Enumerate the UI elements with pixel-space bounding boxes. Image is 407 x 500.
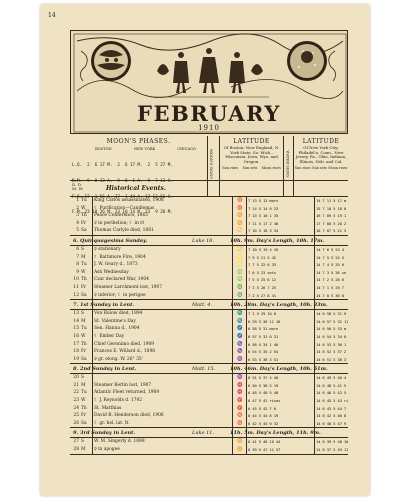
calendar-day-row xyxy=(70,438,348,446)
day-of-week: Fr xyxy=(81,413,87,419)
sun-moon-times-right: 14 6 57 5 32 11 xyxy=(316,318,348,324)
historical-event: St. Valentine's Day xyxy=(94,318,136,324)
historical-event: Steamer Berlin lost, 1907 xyxy=(94,382,152,388)
calendar-day-row xyxy=(70,276,348,284)
day-of-month: 24 xyxy=(73,405,79,411)
water-signs-label: WATER SIGNS xyxy=(285,150,290,178)
day-of-week: Sa xyxy=(81,228,87,234)
zodiac-sign-icon: ♒ xyxy=(237,375,243,381)
sunday-reading: Luke 18. xyxy=(192,237,215,244)
sun-moon-times-right: 14 6 42 5 46 8 xyxy=(316,413,346,419)
sun-moon-times-right: 14 7 11 5 17 m xyxy=(316,198,346,203)
sun-moon-times-left: 6 45 5 42 7 6 xyxy=(248,405,276,411)
year-label: 1910 xyxy=(198,124,220,132)
day-length: 10h. 9m. Day's Length, 10h. 17m. xyxy=(230,237,325,244)
day-of-month: 18 xyxy=(73,349,79,355)
day-of-month: 9 xyxy=(76,269,79,275)
day-of-month: 27 xyxy=(73,439,79,445)
day-of-week: W xyxy=(81,398,86,404)
sun-moon-times-right: 14 6 51 5 38 3 xyxy=(316,356,346,362)
historical-event: W. M. Singerly d. 1898 xyxy=(94,439,145,445)
sun-moon-times-left: 7 1 5 29 10 0 xyxy=(248,311,276,317)
day-of-week: S xyxy=(81,439,85,445)
day-of-week: W xyxy=(81,333,86,339)
calendar-day-row xyxy=(70,325,348,333)
zodiac-sign-icon: ♉ xyxy=(237,413,243,419)
zodiac-sign-icon: ♑ xyxy=(237,341,243,347)
day-of-week: Fr xyxy=(81,284,87,290)
zodiac-sign-icon: ♊ xyxy=(237,447,243,453)
zodiac-sign-icon: ♊ xyxy=(237,220,243,226)
calendar-day-row xyxy=(70,246,348,254)
sun-moon-times-right: 18 7 07 5 21 3 xyxy=(316,228,346,234)
day-of-week: Th xyxy=(81,277,87,283)
sun-moon-times-left: 6 53 5 36 3 51 xyxy=(248,356,278,362)
city-new-york: NEW YORK xyxy=(133,147,156,151)
subhead-sun-sets: Sun sets xyxy=(312,166,327,171)
day-of-week: Tu xyxy=(81,390,87,396)
sunday-heading-row xyxy=(70,363,348,374)
sun-moon-times-right: 17 7 08 5 20 2 xyxy=(316,220,346,226)
day-of-month: 17 xyxy=(73,341,79,347)
day-of-month: 14 xyxy=(73,318,79,324)
sun-moon-times-left: 6 54 5 35 2 54 xyxy=(248,349,278,355)
calendar-day-row xyxy=(70,420,348,428)
page-number: 14 xyxy=(48,12,56,19)
sun-moon-times-right: 14 6 58 5 31 9 xyxy=(316,311,346,317)
zodiac-sign-icon: ♋ xyxy=(237,228,243,234)
phase-row: L.Q. 2 6 17 M. 2 6 17 M. 2 5 27 M. xyxy=(72,162,173,168)
day-of-month: 22 xyxy=(73,390,79,396)
sun-moon-times-left: 6 51 5 37 4 40 xyxy=(248,375,278,381)
day-of-month: 19 xyxy=(73,356,79,362)
latitude-left-subheads xyxy=(220,167,283,171)
sun-moon-times-right: 14 6 40 5 47 9 xyxy=(316,420,346,426)
sun-moon-times-right: 14 6 45 5 43 ri xyxy=(316,398,348,404)
sun-moon-times-left: 6 41 5 46 10 44 xyxy=(248,439,281,445)
day-of-month: 11 xyxy=(73,284,79,290)
historical-event: Steamer Larchmont lost, 1907 xyxy=(94,284,162,290)
sun-moon-times-left: 7 3 5 26 7 25 xyxy=(248,284,276,290)
sunday-name: 7. 1st Sunday in Lent. xyxy=(73,302,135,309)
sun-moon-times-left: 6 56 5 34 1 46 xyxy=(248,341,278,347)
day-of-month: 8 xyxy=(76,262,79,268)
day-of-week: Tu xyxy=(81,262,87,268)
day-of-week: Th xyxy=(81,213,87,219)
sun-moon-times-left: 6 50 5 38 5 19 xyxy=(248,382,278,388)
historical-event: ☾ Purification—Candlemas xyxy=(94,205,155,211)
calendar-day-row xyxy=(70,405,348,413)
subhead-moon-rises: Moon rises xyxy=(261,166,281,171)
historical-event: Chief Geronimo died, 1909 xyxy=(94,341,155,347)
calendar-day-row xyxy=(70,292,348,300)
sun-moon-times-right: 16 7 09 5 19 1 xyxy=(316,213,346,219)
day-length: 10h. 28m. Day's Length, 10h. 33m. xyxy=(230,302,328,309)
historical-event: Peace Conference, 1865 xyxy=(94,213,149,219)
calendar-day-row xyxy=(70,205,348,213)
zodiac-sign-icon: ♉ xyxy=(237,198,243,203)
zodiac-sign-icon: ♏ xyxy=(237,311,243,317)
day-of-month: 26 xyxy=(73,420,79,426)
zodiac-sign-icon: ♍ xyxy=(237,277,243,283)
latitude-right-subheads xyxy=(294,167,348,171)
sun-moon-times-right: 14 6 53 5 36 1 xyxy=(316,341,346,347)
sun-moon-times-left: 7 13 5 13 morn xyxy=(248,198,278,203)
zodiac-sign-icon: ♒ xyxy=(237,356,243,362)
table-header xyxy=(70,180,348,196)
calendar-day-row xyxy=(70,374,348,382)
sun-moon-times-left: 6 44 5 44 8 19 xyxy=(248,413,278,419)
sunday-heading-row xyxy=(70,299,348,310)
sunday-name: 9. 3rd Sunday in Lent. xyxy=(73,430,136,437)
day-of-month: 21 xyxy=(73,382,79,388)
zodiac-sign-icon: ♌ xyxy=(237,262,243,268)
calendar-day-row xyxy=(70,254,348,262)
day-of-week: S xyxy=(81,246,85,252)
sun-moon-times-left: 6 59 5 30 11 16 xyxy=(248,318,281,324)
header-historical-events: Historical Events. xyxy=(106,185,166,192)
calendar-day-row xyxy=(70,284,348,292)
historical-event: Frances E. Willard d., 1898 xyxy=(94,349,156,355)
historical-event: ☿ gr. elong. W. 26° 35' xyxy=(94,356,143,362)
sun-moon-times-right: 14 7 3 5 26 se xyxy=(316,269,346,275)
calendar-day-row xyxy=(70,269,348,277)
sun-moon-times-right: 14 6 56 5 33 m xyxy=(316,326,346,332)
historical-event: ☿ in apogee xyxy=(94,447,120,453)
calendar-day-row xyxy=(70,220,348,228)
day-of-month: 2 xyxy=(76,205,79,211)
sun-moon-times-left: 7 9 5 21 5 42 xyxy=(248,254,276,260)
historical-event: David B. Henderson died, 1906 xyxy=(94,413,164,419)
zodiac-sign-icon: ♊ xyxy=(237,439,243,445)
historical-event: Thomas Carlyle died, 1881 xyxy=(94,228,154,234)
city-boston: BOSTON xyxy=(95,147,112,151)
moon-phases-cities xyxy=(70,147,207,151)
day-of-month: 10 xyxy=(73,277,79,283)
sun-moon-times-right: 14 6 39 5 48 10 xyxy=(316,439,348,445)
calendar-day-row xyxy=(70,446,348,454)
day-of-month: 28 xyxy=(73,447,79,453)
historical-event: ☾ gr. hel. lat. N. xyxy=(94,420,130,426)
historical-event: Sen. Hanna d., 1904 xyxy=(94,326,140,332)
day-of-week: W xyxy=(81,205,86,211)
calendar-day-row xyxy=(70,197,348,205)
sun-moon-times-left: 7 2 5 27 8 41 xyxy=(248,292,276,298)
zodiac-sign-icon: ♎ xyxy=(237,284,243,290)
calendar-day-row xyxy=(70,397,348,405)
day-of-week: M xyxy=(81,382,86,388)
sunday-reading: Luke 11. xyxy=(192,430,215,437)
sun-moon-times-right: 14 7 4 5 25 6 xyxy=(316,262,344,268)
zodiac-sign-icon: ♍ xyxy=(237,269,243,275)
sun-moon-times-left: 6 42 5 45 9 32 xyxy=(248,420,278,426)
phase-row: F.Q. 17 1 56 A. 17 1 44 A. 17 12 56 A. xyxy=(72,193,173,199)
zodiac-sign-icon: ♐ xyxy=(237,333,243,339)
historical-event: ☾ J. Reynolds d. 1792 xyxy=(94,398,143,404)
sun-moon-times-left: 7 10 5 18 3 34 xyxy=(248,228,278,234)
calendar-day-row xyxy=(70,348,348,356)
sun-moon-times-left: 6 57 5 32 0 31 xyxy=(248,333,278,339)
sun-moon-times-left: 7 13 5 16 1 35 xyxy=(248,213,278,219)
zodiac-sign-icon: ♈ xyxy=(237,398,243,404)
day-of-month: 4 xyxy=(76,220,79,226)
zodiac-sign-icon: ♋ xyxy=(237,246,243,252)
zodiac-sign-icon: ♊ xyxy=(237,213,243,219)
historical-event: ☾ Ember Day xyxy=(94,333,125,339)
calendar-day-row xyxy=(70,341,348,349)
sun-moon-times-left: 6 48 5 40 5 48 xyxy=(248,390,278,396)
day-of-month: 3 xyxy=(76,213,79,219)
sun-moon-times-left: 7 14 5 14 0 23 xyxy=(248,205,278,211)
day-of-week: W xyxy=(81,269,86,275)
sun-moon-times-right: 14 6 46 5 42 5 xyxy=(316,390,346,396)
sun-moon-times-right: 14 6 43 5 44 7 xyxy=(316,405,346,411)
historical-event: ☿ in perihelion; ☾ in ☊ xyxy=(94,220,145,226)
calendar-day-row xyxy=(70,261,348,269)
header-day-columns: D. D. M. W. xyxy=(72,182,84,192)
day-of-week: Fr xyxy=(81,349,87,355)
calendar-day-row xyxy=(70,333,348,341)
day-of-week: Fr xyxy=(81,220,87,226)
sun-moon-times-left: 7 5 5 25 6 12 xyxy=(248,277,276,283)
zodiac-sign-icon: ♉ xyxy=(237,205,243,211)
day-of-week: Sa xyxy=(81,420,87,426)
calendar-day-row xyxy=(70,318,348,326)
calendar-day-row xyxy=(70,356,348,364)
subhead-sun-sets: Sun sets xyxy=(242,166,258,171)
sun-moon-times-right: 14 6 48 5 41 5 xyxy=(316,382,346,388)
day-of-week: M xyxy=(81,447,86,453)
historical-event: St. Matthias xyxy=(94,405,122,411)
calendar-day-row xyxy=(70,389,348,397)
phase-row: N.M. 9 8 13 A. 9 8 1 A. 9 7 13 A. xyxy=(72,178,173,184)
latitude-left-desc: Of Boston; New England, N. York State, So. Mich., Wisconsin, Iowa, Wyo. and Oregon. xyxy=(223,145,280,164)
subhead-moon-rises: Moon rises xyxy=(328,166,348,171)
zodiac-sign-icon: ♌ xyxy=(237,254,243,260)
day-of-week: Sa xyxy=(81,292,87,298)
zodiac-sign-icon: ♉ xyxy=(237,420,243,426)
day-of-month: 1 xyxy=(76,198,79,203)
zodiac-sign-icon: ♓ xyxy=(237,382,243,388)
sun-moon-times-right: 14 6 49 5 40 4 xyxy=(316,375,346,381)
sunday-heading-row xyxy=(70,427,348,438)
month-title: FEBRUARY xyxy=(137,101,281,126)
calendar-table xyxy=(70,193,348,455)
day-of-month: 16 xyxy=(73,333,79,339)
month-banner xyxy=(70,30,348,134)
historical-event: Atlantic Fleet returned, 1909 xyxy=(94,390,160,396)
day-of-month: 25 xyxy=(73,413,79,419)
day-of-month: 23 xyxy=(73,398,79,404)
calendar-day-row xyxy=(70,412,348,420)
zodiac-sign-icon: ♑ xyxy=(237,349,243,355)
sun-moon-times-right: 14 6 52 5 37 2 xyxy=(316,349,346,355)
day-of-month: 5 xyxy=(76,228,79,234)
subhead-sun-rises: Sun rises xyxy=(294,166,311,171)
sunday-heading-row xyxy=(70,235,348,246)
historical-event: Ash Wednesday xyxy=(94,269,129,275)
city-chicago: CHICAGO xyxy=(177,147,196,151)
almanac-page xyxy=(40,4,370,496)
day-of-week: M xyxy=(81,254,86,260)
calendar-day-row xyxy=(70,382,348,390)
historical-event: ☿ inferior; ☾ in perigee xyxy=(94,292,146,298)
calendar-day-row xyxy=(70,212,348,220)
day-of-week: Tu xyxy=(81,198,87,203)
moon-signs-label: MOON'S SIGNS xyxy=(208,149,213,179)
sun-moon-times-left: 7 6 5 23 sets xyxy=(248,269,276,275)
zodiac-sign-icon: ♎ xyxy=(237,292,243,298)
sun-moon-times-right: 14 6 37 5 49 11 xyxy=(316,447,348,453)
zodiac-sign-icon: ♈ xyxy=(237,405,243,411)
phase-row: F.M. 23 10 26 M. 23 10 14 M. 23 9 26 M. xyxy=(72,209,173,215)
sun-moon-times-right: 14 7 1 5 29 7 xyxy=(316,284,344,290)
day-of-month: 7 xyxy=(76,254,79,260)
sunday-reading: Matt. 15. xyxy=(192,366,216,373)
historical-event: ☿ stationary xyxy=(94,246,121,252)
sun-moon-times-left: 7 7 5 22 6 33 xyxy=(248,262,276,268)
day-of-week: Th xyxy=(81,341,87,347)
day-of-week: Sa xyxy=(81,356,87,362)
day-of-week: S xyxy=(81,375,85,381)
day-of-month: 12 xyxy=(73,292,79,298)
sunday-name: 8. 2nd Sunday in Lent. xyxy=(73,366,137,373)
zodiac-sign-icon: ♏ xyxy=(237,318,243,324)
day-of-month: 6 xyxy=(76,246,79,252)
day-of-week: Th xyxy=(81,405,87,411)
moon-phases-title: MOON'S PHASES. xyxy=(106,138,171,145)
sunday-name: 6. Quinquagesima Sunday. xyxy=(73,237,148,244)
historical-event: King Carlos assassinated, 1908 xyxy=(94,198,164,203)
calendar-day-row xyxy=(70,310,348,318)
sun-moon-times-right: 14 7 2 5 28 6 xyxy=(316,277,344,283)
sun-moon-times-right: 14 7 0 5 30 8 xyxy=(316,292,344,298)
sun-moon-times-left: 7 11 5 17 2 36 xyxy=(248,220,278,226)
sun-moon-times-left: 7 10 5 19 4 45 xyxy=(248,246,278,252)
day-of-week: M xyxy=(81,318,86,324)
day-length: 11h. 5m. Day's Length, 11h. 9m. xyxy=(230,430,321,437)
day-of-month: 20 xyxy=(73,375,79,381)
sun-moon-times-right: 14 7 5 5 24 5 xyxy=(316,254,344,260)
day-of-week: S xyxy=(81,311,85,317)
day-of-month: 15 xyxy=(73,326,79,332)
sun-moon-times-left: 6 39 5 47 11 57 xyxy=(248,447,281,453)
historical-event: Von Bulow died, 1894 xyxy=(94,311,143,317)
sun-moon-times-left: 6 47 5 41 rises xyxy=(248,398,281,404)
historical-event: J. W. Geary d., 1873 xyxy=(94,262,138,268)
sun-moon-times-right: 14 6 54 5 34 0 xyxy=(316,333,346,339)
historical-event: ☾ Baltimore Fire, 1904 xyxy=(94,254,146,260)
sun-moon-times-right: 14 7 6 5 23 4 xyxy=(316,246,344,252)
zodiac-sign-icon: ♐ xyxy=(237,326,243,332)
sun-moon-times-right: 15 7 10 5 18 0 xyxy=(316,205,346,211)
zodiac-sign-icon: ♓ xyxy=(237,390,243,396)
subhead-sun-rises: Sun rises xyxy=(222,166,239,171)
sunday-reading: Matt. 4. xyxy=(192,302,213,309)
latitude-right-title: LATITUDE xyxy=(302,138,340,145)
day-length: 10h. 46m. Day's Length, 10h. 51m. xyxy=(230,366,328,373)
calendar-day-row xyxy=(70,227,348,235)
day-of-week: Tu xyxy=(81,326,87,332)
historical-event: Czar declared War, 1904 xyxy=(94,277,149,283)
sun-moon-times-left: 6 58 5 31 morn xyxy=(248,326,278,332)
day-of-month: 13 xyxy=(73,311,79,317)
latitude-right-desc: Of New York City; Philadel'a, Conn., New Jersey, Pa., Ohio, Indiana, Illinois, Neb. and Cal. xyxy=(295,145,347,164)
latitude-left-title: LATITUDE xyxy=(233,138,270,145)
